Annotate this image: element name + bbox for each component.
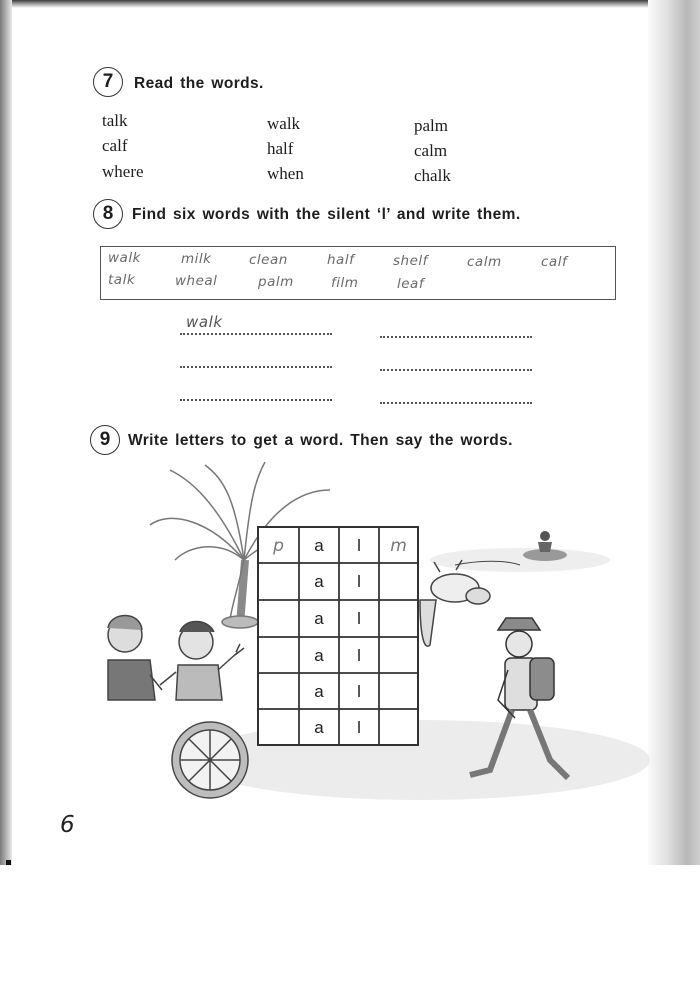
blank-margin-bottom [0,865,700,990]
box-word: palm [258,274,294,290]
ex7-word: calf [102,136,128,155]
grid-letter: a [314,718,324,737]
grid-letter: a [314,609,324,628]
exercise-7-title: Read the words. [134,75,264,92]
letter-grid [258,527,418,745]
box-word: shelf [393,253,428,269]
box-word: half [327,252,355,268]
box-word: leaf [397,276,425,292]
boys-illustration [108,616,244,701]
grid-letter: l [357,536,361,555]
page-number: 6 [60,812,75,838]
box-word: wheal [175,273,218,289]
grid-letter: a [314,646,324,665]
grid-letter: l [357,718,361,737]
box-word: calf [541,254,568,270]
ex7-word: calm [414,141,448,160]
ex7-word: walk [267,114,301,133]
ex7-word: where [102,162,144,181]
box-word: film [331,275,359,291]
grid-letter: l [357,646,361,665]
exercise-9-number: 9 [90,425,120,455]
cow-illustration [420,560,520,646]
box-word: talk [108,272,136,288]
grid-letter: m [390,536,407,556]
example-answer: walk [186,313,223,331]
ex7-word: chalk [414,166,451,185]
box-word: milk [181,251,212,267]
box-word: calm [467,254,502,270]
ex7-word: when [267,164,304,183]
ex7-word: half [267,139,294,158]
grid-letter: a [314,682,324,701]
exercise-9-title: Write letters to get a word. Then say the words. [128,432,513,449]
grid-letter: l [357,682,361,701]
box-word: clean [249,252,288,268]
grid-letter: a [314,536,324,555]
letter-grid-frame [258,527,418,745]
ex7-word: talk [102,111,128,130]
grid-letter: p [273,536,284,556]
grid-letter: l [357,572,361,591]
ex7-word: palm [414,116,448,135]
swimmer-illustration [523,531,567,561]
grid-letter: l [357,609,361,628]
grid-letter: a [314,572,324,591]
box-word: walk [108,250,141,266]
orange-slice-illustration [172,722,248,798]
exercise-7-number: 7 [93,67,123,97]
exercise-8-title: Find six words with the silent ‘l’ and write them. [132,206,521,223]
exercise-8-number: 8 [93,199,123,229]
scan-mark [6,860,11,865]
